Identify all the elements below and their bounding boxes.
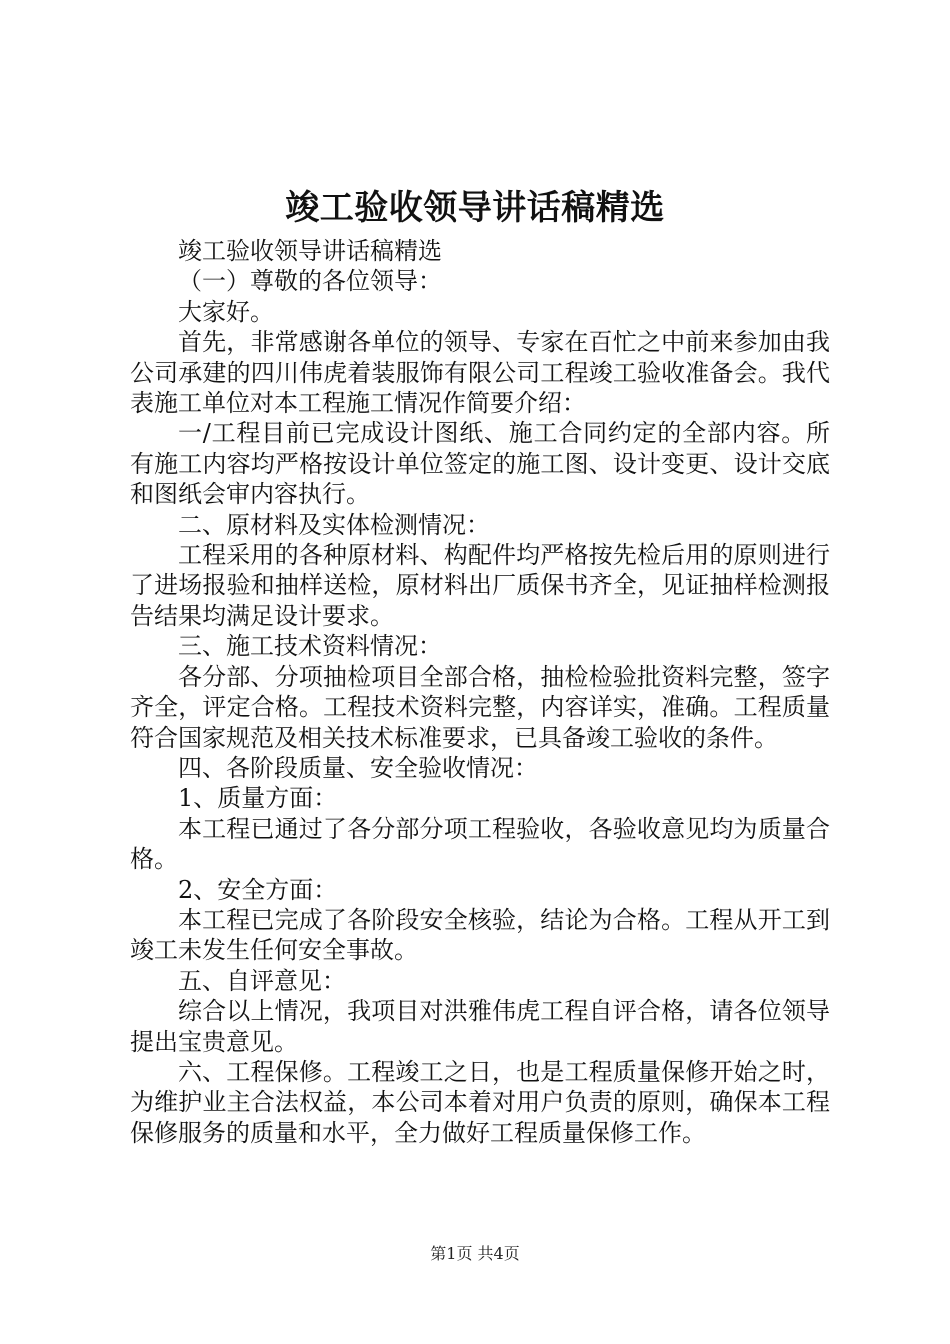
paragraph-section-5-heading: 五、自评意见：	[178, 966, 346, 995]
paragraph-section-4-heading: 四、各阶段质量、安全验收情况：	[178, 753, 538, 782]
paragraph-section-5-body: 综合以上情况，我项目对洪雅伟虎工程自评合格，请各位领导提出宝贵意见。	[130, 997, 830, 1056]
paragraph-introduction: 首先，非常感谢各单位的领导、专家在百忙之中前来参加由我公司承建的四川伟虎着装服饰有限公司工程竣工验收准备会。我代表施工单位对本工程施工情况作简要介绍：	[130, 328, 830, 418]
paragraph-safety-body: 本工程已完成了各阶段安全核验，结论为合格。工程从开工到竣工未发生任何安全事故。	[130, 905, 830, 965]
paragraph-quality-body: 本工程已通过了各分部分项工程验收，各验收意见均为质量合格。	[130, 814, 830, 874]
paragraph-section-2-body: 工程采用的各种原材料、构配件均严格按先检后用的原则进行了进场报验和抽样送检，原材料出厂质保书齐全，见证抽样检测报告结果均满足设计要求。	[130, 541, 830, 630]
paragraph-section-2-heading: 二、原材料及实体检测情况：	[178, 510, 490, 539]
paragraph-heading-repeat: 竣工验收领导讲话稿精选	[178, 237, 442, 265]
paragraph-section-3-heading: 三、施工技术资料情况：	[178, 632, 442, 661]
paragraph-section-6: 六、工程保修。工程竣工之日，也是工程质量保修开始之时，为维护业主合法权益，本公司本着对用户负责的原则，确保本工程保修服务的质量和水平，全力做好工程质量保修工作。	[130, 1057, 830, 1147]
document-body	[130, 236, 830, 1148]
document-title: 竣工验收领导讲话稿精选	[285, 188, 665, 228]
paragraph-salutation: （一）尊敬的各位领导：	[178, 267, 442, 296]
paragraph-section-1: 一/工程目前已完成设计图纸、施工合同约定的全部内容。所有施工内容均严格按设计单位签定的施工图、设计变更、设计交底和图纸会审内容执行。	[130, 419, 830, 509]
paragraph-quality-heading: 1、质量方面：	[178, 784, 338, 813]
paragraph-greeting: 大家好。	[178, 297, 274, 326]
page-number-footer: 第1页 共4页	[430, 1244, 520, 1263]
paragraph-section-3-body: 各分部、分项抽检项目全部合格，抽检检验批资料完整，签字齐全，评定合格。工程技术资料完整，内容详实，准确。工程质量符合国家规范及相关技术标准要求，已具备竣工验收的条件。	[130, 662, 830, 752]
paragraph-safety-heading: 2、安全方面：	[178, 875, 338, 904]
